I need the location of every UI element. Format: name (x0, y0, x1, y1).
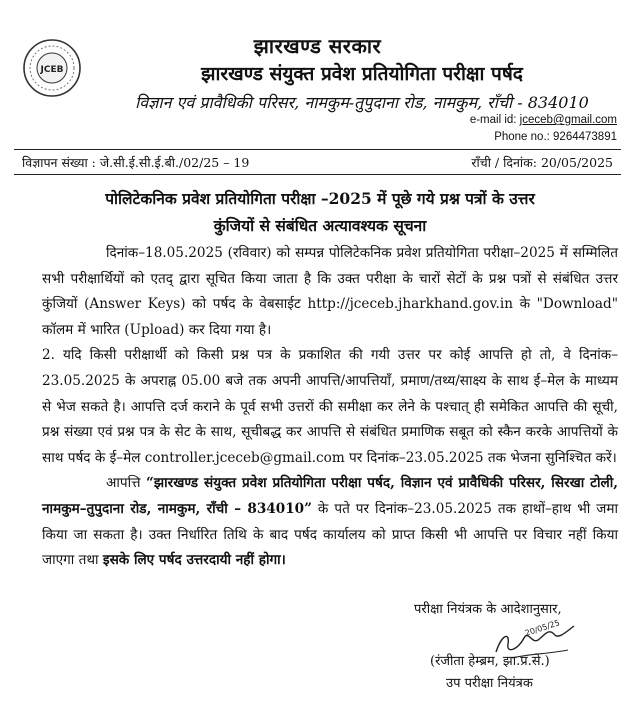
advertisement-number: विज्ञापन संख्या : जे.सी.ई.सी.ई.बी./02/25 – 19 (22, 155, 250, 170)
paragraph-3: आपत्ति “झारखण्ड संयुक्त प्रवेश प्रतियोगिता परीक्षा पर्षद, विज्ञान एवं प्रावैधिकी परिसर, सिरखा टोली, नामकुम–तुपुदाना रोड, नामकुम, राँची – 834010” के पते पर दिनांक–23.05.2025 तक हाथों–हाथ भी जमा किया जा सकता है। उक्त निर्धारित तिथि के बाद पर्षद कार्यालय को प्राप्त किसी भी आपत्ति पर विचार नहीं किया जाएगा तथा इसके लिए पर्षद उत्तरदायी नहीं होगा। (42, 475, 618, 569)
meta-divider (14, 174, 621, 175)
liability-note: इसके लिए पर्षद उत्तरदायी नहीं होगा। (102, 552, 286, 569)
notice-title (20, 185, 620, 239)
header-divider (14, 149, 621, 150)
email-label: e-mail id: (469, 114, 520, 126)
signatory-name: (रंजीता हेम्ब्रम, झा.प्र.से.) (430, 654, 550, 669)
signatory-designation: उप परीक्षा नियंत्रक (446, 676, 533, 691)
org-address: विज्ञान एवं प्रावैधिकी परिसर, नामकुम-तुपुदाना रोड, नामकुम, राँची - 834010 (135, 93, 589, 112)
signature-date: 20/05/25 (523, 618, 561, 638)
org-heading: झारखण्ड संयुक्त प्रवेश प्रतियोगिता परीक्षा पर्षद (201, 63, 523, 85)
paragraph-1: दिनांक–18.05.2025 (रविवार) को सम्पन्न पोलिटेकनिक प्रवेश प्रतियोगिता परीक्षा–2025 में सम्मिलित सभी परीक्षार्थियों को एतद् द्वारा सूचित किया जाता है कि उक्त परीक्षा के चारों सेटों के प्रश्न पत्रों से संबंधित उत्तर कुंजियों (Answer Keys) को पर्षद के वेबसाईट http://jceceb.jharkhand.gov.in के "Download" कॉलम में भारित (Upload) कर दिया गया है। (42, 245, 618, 338)
notice-title-line2: कुंजियों से संबंधित अत्यावश्यक सूचना (213, 216, 427, 235)
email-line (470, 114, 617, 126)
govt-heading: झारखण्ड सरकार (253, 34, 382, 58)
email-link[interactable]: jceceb@gmail.com (519, 114, 617, 126)
order-line: परीक्षा नियंत्रक के आदेशानुसार, (414, 602, 562, 617)
notice-title-line1: पोलिटेकनिक प्रवेश प्रतियोगिता परीक्षा –2025 में पूछे गये प्रश्न पत्रों के उत्तर (105, 189, 535, 208)
submission-address: “झारखण्ड संयुक्त प्रवेश प्रतियोगिता परीक्षा पर्षद, विज्ञान एवं प्रावैधिकी परिसर, सिरखा टोली, नामकुम–तुपुदाना रोड, नामकुम, राँची – 834010” (42, 475, 618, 517)
phone-line: Phone no.: 9264473891 (494, 131, 617, 143)
notice-body (42, 241, 618, 574)
paragraph-2: 2. यदि किसी परीक्षार्थी को किसी प्रश्न पत्र के प्रकाशित की गयी उत्तर पर कोई आपत्ति हो तो, वे दिनांक–23.05.2025 के अपराह्न 05.00 बजे तक अपनी आपत्ति/आपत्तियाँ, प्रमाण/तथ्य/साक्ष्य के साथ ई–मेल के माध्यम से भेज सकते है। आपत्ति दर्ज कराने के पूर्व सभी उत्तरों की समीक्षा कर लेने के पश्चात् ही समेकित आपत्ति की सूची, प्रश्न संख्या एवं प्रश्न पत्र के सेट के साथ, सूचीबद्ध कर आपत्ति से संबंधित प्रमाणिक सबूत को स्कैन करके आपत्तियों के साथ पर्षद के ई–मेल controller.jceceb@gmail.com पर दिनांक–23.05.2025 तक भेजना सुनिश्चित करें। (42, 347, 618, 466)
place-date: राँची / दिनांक: 20/05/2025 (471, 155, 613, 170)
logo-text: JCEB (40, 65, 64, 75)
